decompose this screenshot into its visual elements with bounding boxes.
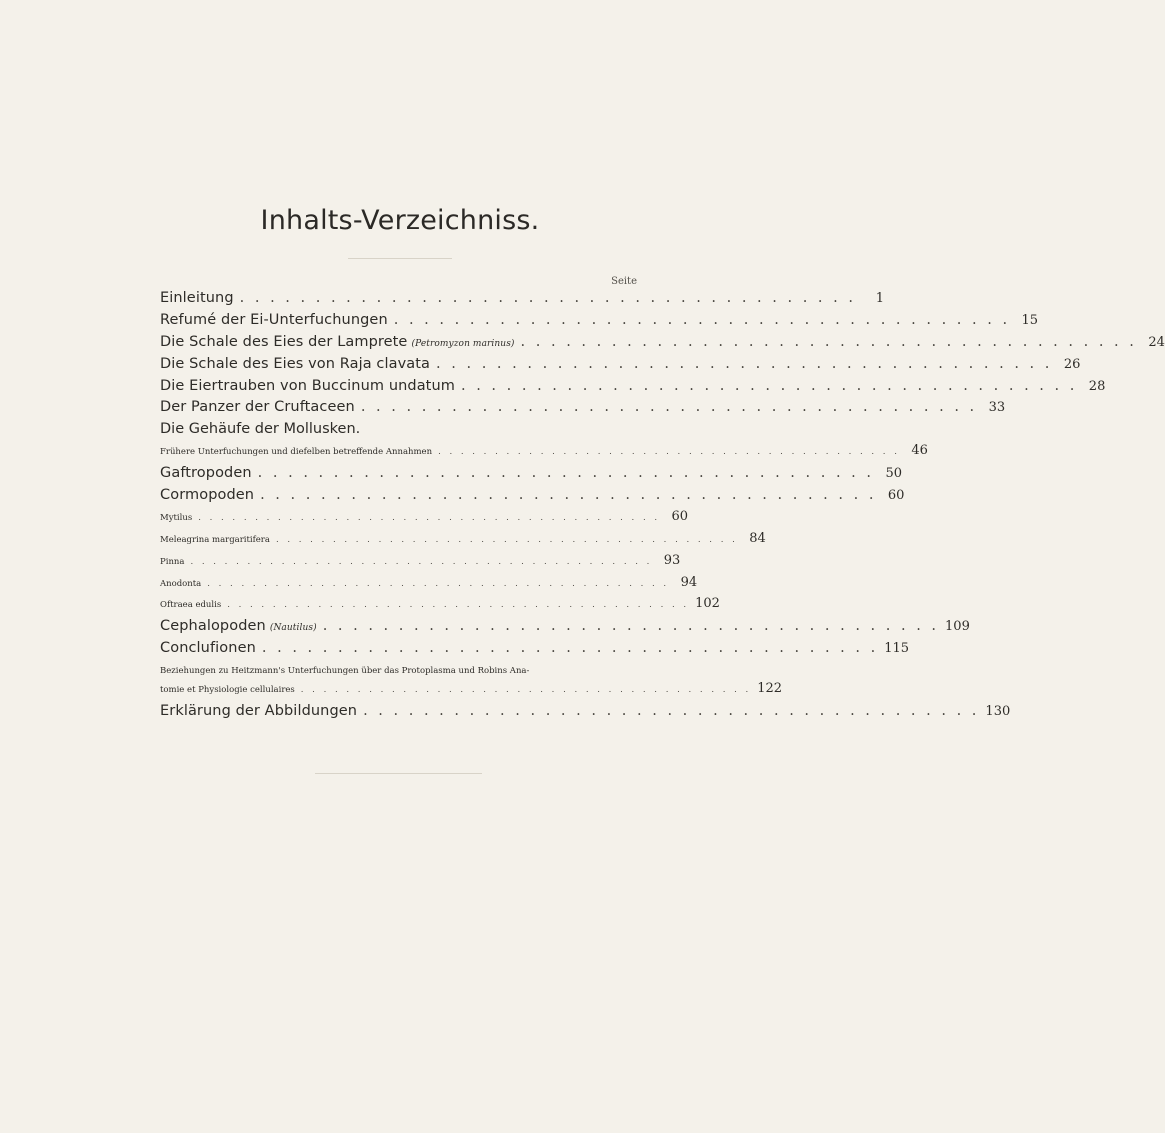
toc-entry-label: Mytilus <box>160 512 193 523</box>
dot-leader: . . . . . . . . . . . . . . . . . . . . . . . . . . . . . . . . . . . . . . . . . <box>461 377 1078 394</box>
toc-entry-label: Cormopoden <box>160 487 255 504</box>
toc-entry-einleitung[interactable] <box>160 290 884 312</box>
end-divider <box>315 773 482 774</box>
toc-entry-label: Gaftropoden <box>160 465 252 482</box>
dot-leader: . . . . . . . . . . . . . . . . . . . . . . . . . . . . . . . . . . . . . . . . . <box>275 534 738 545</box>
toc-entry-page: 130 <box>985 704 1011 720</box>
toc-entry-lamprete[interactable] <box>160 333 1165 356</box>
toc-entry-page: 94 <box>680 574 698 590</box>
dot-leader: . . . . . . . . . . . . . . . . . . . . . . . . . . . . . . . . . . . . . . . . . <box>257 465 875 482</box>
section-heading-label: Die Gehäufe der Mollusken. <box>160 421 361 438</box>
toc-entry-label: Conclufionen <box>160 640 256 657</box>
toc-entry-label <box>160 334 515 350</box>
toc-entry-page: 33 <box>988 400 1006 416</box>
dot-leader: . . . . . . . . . . . . . . . . . . . . . . . . . . . . . . . . . . . . . . . . . <box>436 355 1053 372</box>
toc-entry-page: 102 <box>695 596 720 612</box>
toc-entry-label: Anodonta <box>160 578 202 589</box>
toc-entry-label: Die Schale des Eies von Raja clavata <box>160 355 431 372</box>
toc-entry-beziehungen-line2[interactable] <box>160 681 783 703</box>
toc-entry-label: Erklärung der Abbildungen <box>160 703 358 720</box>
toc-entry-page: 109 <box>945 619 970 635</box>
toc-entry-label: Beziehungen zu Heitzmann's Unterfuchungen über das Protoplasma und Robins Ana- <box>160 666 530 677</box>
toc-entry-refume[interactable] <box>160 311 1039 334</box>
seite-label: Seite <box>611 276 637 287</box>
toc-entry-label: Frühere Unterfuchungen und diefelben betreffende Annahmen <box>160 447 433 458</box>
toc-entry-label: Meleagrina margaritifera <box>160 534 270 545</box>
toc-entry-gaftropoden[interactable] <box>160 465 903 487</box>
toc-entry-beziehungen-line1[interactable] <box>160 662 638 681</box>
toc-entry-raja[interactable] <box>160 355 1081 378</box>
dot-leader: . . . . . . . . . . . . . . . . . . . . . . . . . . . . . . . . . . . . . . . . . <box>438 447 900 458</box>
dot-leader: . . . . . . . . . . . . . . . . . . . . . . . . . . . . . . . . . . . . . . . . . <box>227 600 690 611</box>
dot-leader: . . . . . . . . . . . . . . . . . . . . . . . . . . . . . . . . . . . . . . . . . <box>360 399 978 416</box>
dot-leader: . . . . . . . . . . . . . . . . . . . . . . . . . . . . . . . . . . . . . . . . . <box>190 556 653 567</box>
section-heading-mollusken <box>160 421 638 443</box>
dot-leader: . . . . . . . . . . . . . . . . . . . . . . . . . . . . . . . . . . . . . . . . . <box>239 290 856 306</box>
toc-entry-page: 115 <box>884 641 910 657</box>
toc-entry-page: 46 <box>911 443 928 459</box>
toc-entry-erklaerung[interactable] <box>160 703 1011 725</box>
toc-entry-page: 84 <box>749 530 766 546</box>
toc-entry-label: Einleitung <box>160 290 234 306</box>
toc-entry-label: Refumé der Ei-Unterfuchungen <box>160 311 388 328</box>
toc-entry-label: tomie et Physiologie cellulaires <box>160 685 295 696</box>
toc-entry-page: 122 <box>757 681 783 697</box>
toc-entry-page: 60 <box>671 508 689 524</box>
toc-entry-mytilus[interactable] <box>160 508 689 531</box>
dot-leader: . . . . . . . . . . . . . . . . . . . . . . . . . . . . . . . . . . . . . . . . . <box>198 512 661 523</box>
dot-leader: . . . . . . . . . . . . . . . . . . . . . . . . . . . . . . . . . . . . . . . . . <box>520 333 1137 350</box>
toc-entry-cephalopoden[interactable] <box>160 618 970 640</box>
toc-entry-fruehere[interactable] <box>160 443 928 465</box>
dot-leader: . . . . . . . . . . . . . . . . . . . . . . . . . . . . . . . . . . . . . . . . <box>300 685 752 696</box>
toc-entry-buccinum[interactable] <box>160 377 1106 400</box>
dot-leader: . . . . . . . . . . . . . . . . . . . . . . . . . . . . . . . . . . . . . . . . . <box>261 640 879 657</box>
toc-entry-note: (Petromyzon marinus) <box>411 338 515 349</box>
toc-entry-conclufionen[interactable] <box>160 640 910 662</box>
toc-entry-page: 60 <box>887 488 905 504</box>
toc-entry-page: 28 <box>1088 378 1106 394</box>
toc-entry-label-text: Die Schale des Eies der Lamprete <box>160 333 408 350</box>
table-of-contents <box>160 290 1165 725</box>
toc-entry-cruftaceen[interactable] <box>160 399 1006 421</box>
dot-leader: . . . . . . . . . . . . . . . . . . . . . . . . . . . . . . . . . . . . . . . . . <box>322 618 940 635</box>
toc-entry-label: Oftraea edulis <box>160 600 222 611</box>
toc-entry-page: 26 <box>1063 356 1081 372</box>
toc-entry-meleagrina[interactable] <box>160 530 766 553</box>
dot-leader: . . . . . . . . . . . . . . . . . . . . . . . . . . . . . . . . . . . . . . . . . <box>393 311 1011 328</box>
page-title: Inhalts-Verzeichniss. <box>260 205 540 236</box>
dot-leader: . . . . . . . . . . . . . . . . . . . . . . . . . . . . . . . . . . . . . . . . . <box>260 487 877 504</box>
toc-entry-oftraea[interactable] <box>160 596 720 618</box>
toc-entry-page: 93 <box>663 552 681 568</box>
toc-entry-note: (Nautilus) <box>269 623 317 634</box>
toc-entry-pinna[interactable] <box>160 552 681 575</box>
dot-leader: . . . . . . . . . . . . . . . . . . . . . . . . . . . . . . . . . . . . . . . . . <box>363 703 980 720</box>
toc-entry-page: 1 <box>875 291 884 306</box>
toc-entry-label: Der Panzer der Cruftaceen <box>160 399 355 416</box>
toc-entry-label: Pinna <box>160 556 185 567</box>
toc-entry-page: 15 <box>1021 312 1039 328</box>
dot-leader: . . . . . . . . . . . . . . . . . . . . . . . . . . . . . . . . . . . . . . . . . <box>207 578 670 589</box>
toc-entry-page: 50 <box>885 466 903 482</box>
toc-entry-cormopoden[interactable] <box>160 487 905 509</box>
title-divider <box>348 258 452 259</box>
toc-entry-label: Die Eiertrauben von Buccinum undatum <box>160 377 455 394</box>
toc-entry-label-text: Cephalopoden <box>160 618 266 635</box>
toc-entry-label <box>160 618 317 634</box>
toc-entry-anodonta[interactable] <box>160 574 698 597</box>
toc-entry-page: 24 <box>1148 334 1165 350</box>
